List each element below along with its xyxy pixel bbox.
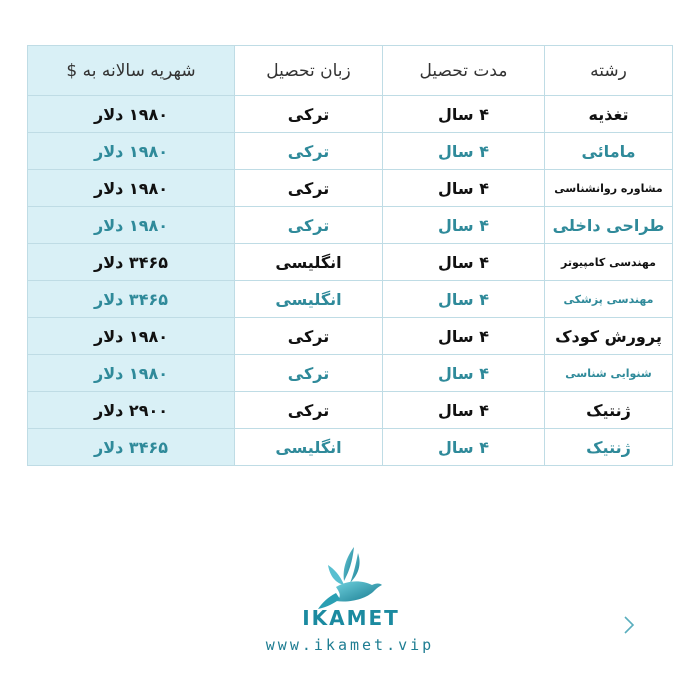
cell-fee: ۱۹۸۰ دلار — [28, 170, 235, 207]
cell-duration: ۴ سال — [383, 429, 545, 466]
cell-duration: ۴ سال — [383, 355, 545, 392]
cell-language: ترکی — [235, 318, 383, 355]
header-field: رشته — [545, 46, 673, 96]
cell-language: ترکی — [235, 170, 383, 207]
tuition-table-container — [27, 45, 672, 466]
cell-field: مامائی — [545, 133, 673, 170]
tuition-table — [27, 45, 673, 466]
cell-field: پرورش کودک — [545, 318, 673, 355]
cell-language: ترکی — [235, 355, 383, 392]
cell-field: طراحی داخلی — [545, 207, 673, 244]
table-row — [28, 318, 673, 355]
cell-field: مهندسی کامپیوتر — [545, 244, 673, 281]
table-row — [28, 355, 673, 392]
cell-language: ترکی — [235, 207, 383, 244]
cell-duration: ۴ سال — [383, 170, 545, 207]
brand-name: IKAMET — [302, 606, 400, 630]
table-row — [28, 207, 673, 244]
cell-field: ژنتیک — [545, 392, 673, 429]
cell-duration: ۴ سال — [383, 318, 545, 355]
header-duration: مدت تحصیل — [383, 46, 545, 96]
cell-fee: ۳۴۶۵ دلار — [28, 244, 235, 281]
cell-language: انگلیسی — [235, 281, 383, 318]
cell-field: تغذیه — [545, 96, 673, 133]
cell-language: ترکی — [235, 133, 383, 170]
table-row — [28, 281, 673, 318]
header-language: زبان تحصیل — [235, 46, 383, 96]
cell-field: مهندسی پزشکی — [545, 281, 673, 318]
cell-duration: ۴ سال — [383, 392, 545, 429]
cell-language: ترکی — [235, 392, 383, 429]
table-row — [28, 429, 673, 466]
next-slide-button[interactable] — [619, 612, 639, 638]
cell-language: انگلیسی — [235, 429, 383, 466]
cell-duration: ۴ سال — [383, 133, 545, 170]
cell-duration: ۴ سال — [383, 96, 545, 133]
cell-language: انگلیسی — [235, 244, 383, 281]
cell-fee: ۳۴۶۵ دلار — [28, 281, 235, 318]
cell-fee: ۲۹۰۰ دلار — [28, 392, 235, 429]
cell-fee: ۳۴۶۵ دلار — [28, 429, 235, 466]
header-fee: شهریه سالانه به $ — [28, 46, 235, 96]
cell-duration: ۴ سال — [383, 244, 545, 281]
table-row — [28, 244, 673, 281]
cell-fee: ۱۹۸۰ دلار — [28, 207, 235, 244]
table-row — [28, 392, 673, 429]
website-url[interactable]: www.ikamet.vip — [265, 636, 435, 654]
cell-fee: ۱۹۸۰ دلار — [28, 133, 235, 170]
cell-field: شنوایی شناسی — [545, 355, 673, 392]
cell-fee: ۱۹۸۰ دلار — [28, 96, 235, 133]
table-row — [28, 96, 673, 133]
chevron-right-icon — [619, 612, 639, 638]
table-row — [28, 133, 673, 170]
cell-fee: ۱۹۸۰ دلار — [28, 318, 235, 355]
cell-duration: ۴ سال — [383, 281, 545, 318]
table-header-row — [28, 46, 673, 96]
cell-field: مشاوره روانشناسی — [545, 170, 673, 207]
dove-icon — [276, 543, 426, 613]
cell-duration: ۴ سال — [383, 207, 545, 244]
table-row — [28, 170, 673, 207]
cell-language: ترکی — [235, 96, 383, 133]
cell-field: ژنتیک — [545, 429, 673, 466]
cell-fee: ۱۹۸۰ دلار — [28, 355, 235, 392]
